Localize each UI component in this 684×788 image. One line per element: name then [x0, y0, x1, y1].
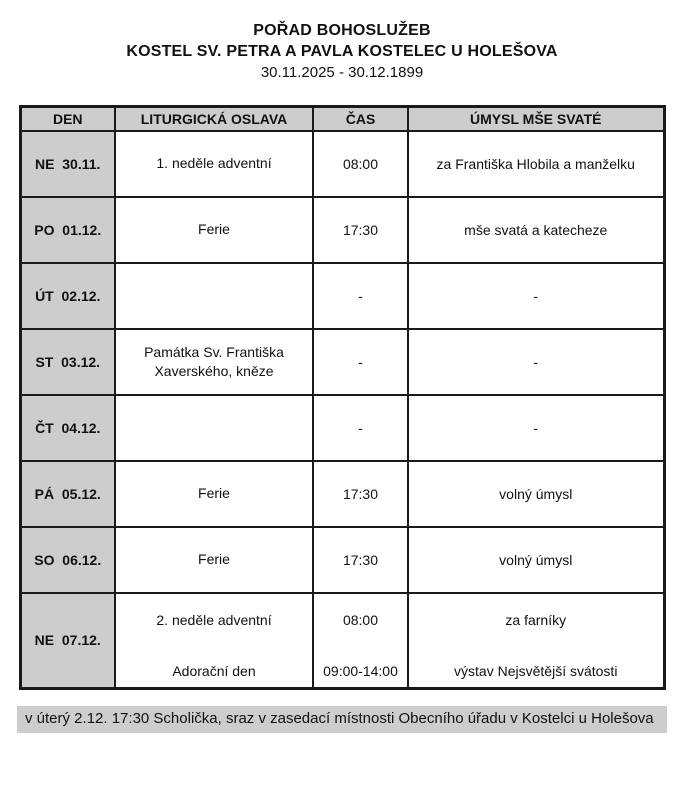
- day-cell: PÁ 05.12.: [20, 461, 115, 527]
- column-header-celebration: LITURGICKÁ OSLAVA: [115, 107, 313, 131]
- celebration-text-secondary: Adorační den: [172, 663, 256, 680]
- celebration-cell: [115, 329, 313, 395]
- column-header-intention: ÚMYSL MŠE SVATÉ: [408, 107, 664, 131]
- celebration-text: Ferie: [198, 551, 230, 567]
- celebration-cell: [115, 527, 313, 593]
- time-cell: -: [313, 329, 408, 395]
- table-row: [20, 395, 664, 461]
- table-row: [20, 197, 664, 263]
- intention-cell: volný úmysl: [408, 461, 664, 527]
- column-header-day: DEN: [20, 107, 115, 131]
- intention-text: za farníky: [505, 612, 567, 629]
- day-cell: SO 06.12.: [20, 527, 115, 593]
- footer-note: v úterý 2.12. 17:30 Scholička, sraz v zasedací místnosti Obecního úřadu v Kostelci u Holešova: [17, 706, 667, 733]
- intention-cell: za Františka Hlobila a manželku: [408, 131, 664, 197]
- day-cell: PO 01.12.: [20, 197, 115, 263]
- celebration-cell: [115, 461, 313, 527]
- celebration-text: Ferie: [198, 221, 230, 237]
- table-header-row: [20, 107, 664, 131]
- intention-cell: -: [408, 329, 664, 395]
- celebration-text: 1. neděle adventní: [156, 155, 272, 171]
- document-title: POŘAD BOHOSLUŽEB: [253, 22, 431, 39]
- document-subtitle: KOSTEL SV. PETRA A PAVLA KOSTELEC U HOLEŠOVA: [126, 43, 558, 60]
- day-cell: ČT 04.12.: [20, 395, 115, 461]
- time-cell: 17:30: [313, 461, 408, 527]
- time-cell: 17:30: [313, 197, 408, 263]
- intention-cell: -: [408, 395, 664, 461]
- intention-cell: [408, 593, 664, 689]
- time-cell: -: [313, 395, 408, 461]
- celebration-text: Ferie: [198, 485, 230, 501]
- time-cell: [313, 593, 408, 689]
- day-cell: ST 03.12.: [20, 329, 115, 395]
- column-header-time: ČAS: [313, 107, 408, 131]
- date-range: 30.11.2025 - 30.12.1899: [260, 64, 424, 81]
- day-cell: NE 30.11.: [20, 131, 115, 197]
- table-row: [20, 329, 664, 395]
- time-cell: 17:30: [313, 527, 408, 593]
- celebration-cell: [115, 395, 313, 461]
- celebration-text: 2. neděle adventní: [156, 612, 272, 629]
- intention-cell: -: [408, 263, 664, 329]
- intention-cell: mše svatá a katecheze: [408, 197, 664, 263]
- day-cell: ÚT 02.12.: [20, 263, 115, 329]
- table-row: [20, 527, 664, 593]
- intention-text-secondary: výstav Nejsvětější svátosti: [454, 663, 618, 680]
- time-text: 08:00: [342, 612, 379, 629]
- celebration-cell: [115, 263, 313, 329]
- table-row: [20, 593, 664, 689]
- celebration-text: Památka Sv. Františka Xaverského, kněze: [144, 343, 284, 379]
- table-row: [20, 131, 664, 197]
- time-text-secondary: 09:00-14:00: [323, 663, 398, 680]
- time-cell: -: [313, 263, 408, 329]
- celebration-cell: [115, 197, 313, 263]
- table-row: [20, 461, 664, 527]
- schedule-table: [19, 105, 666, 690]
- intention-cell: volný úmysl: [408, 527, 664, 593]
- day-cell: NE 07.12.: [20, 593, 115, 689]
- celebration-cell: [115, 593, 313, 689]
- time-cell: 08:00: [313, 131, 408, 197]
- document-header: [0, 20, 684, 83]
- celebration-cell: [115, 131, 313, 197]
- table-row: [20, 263, 664, 329]
